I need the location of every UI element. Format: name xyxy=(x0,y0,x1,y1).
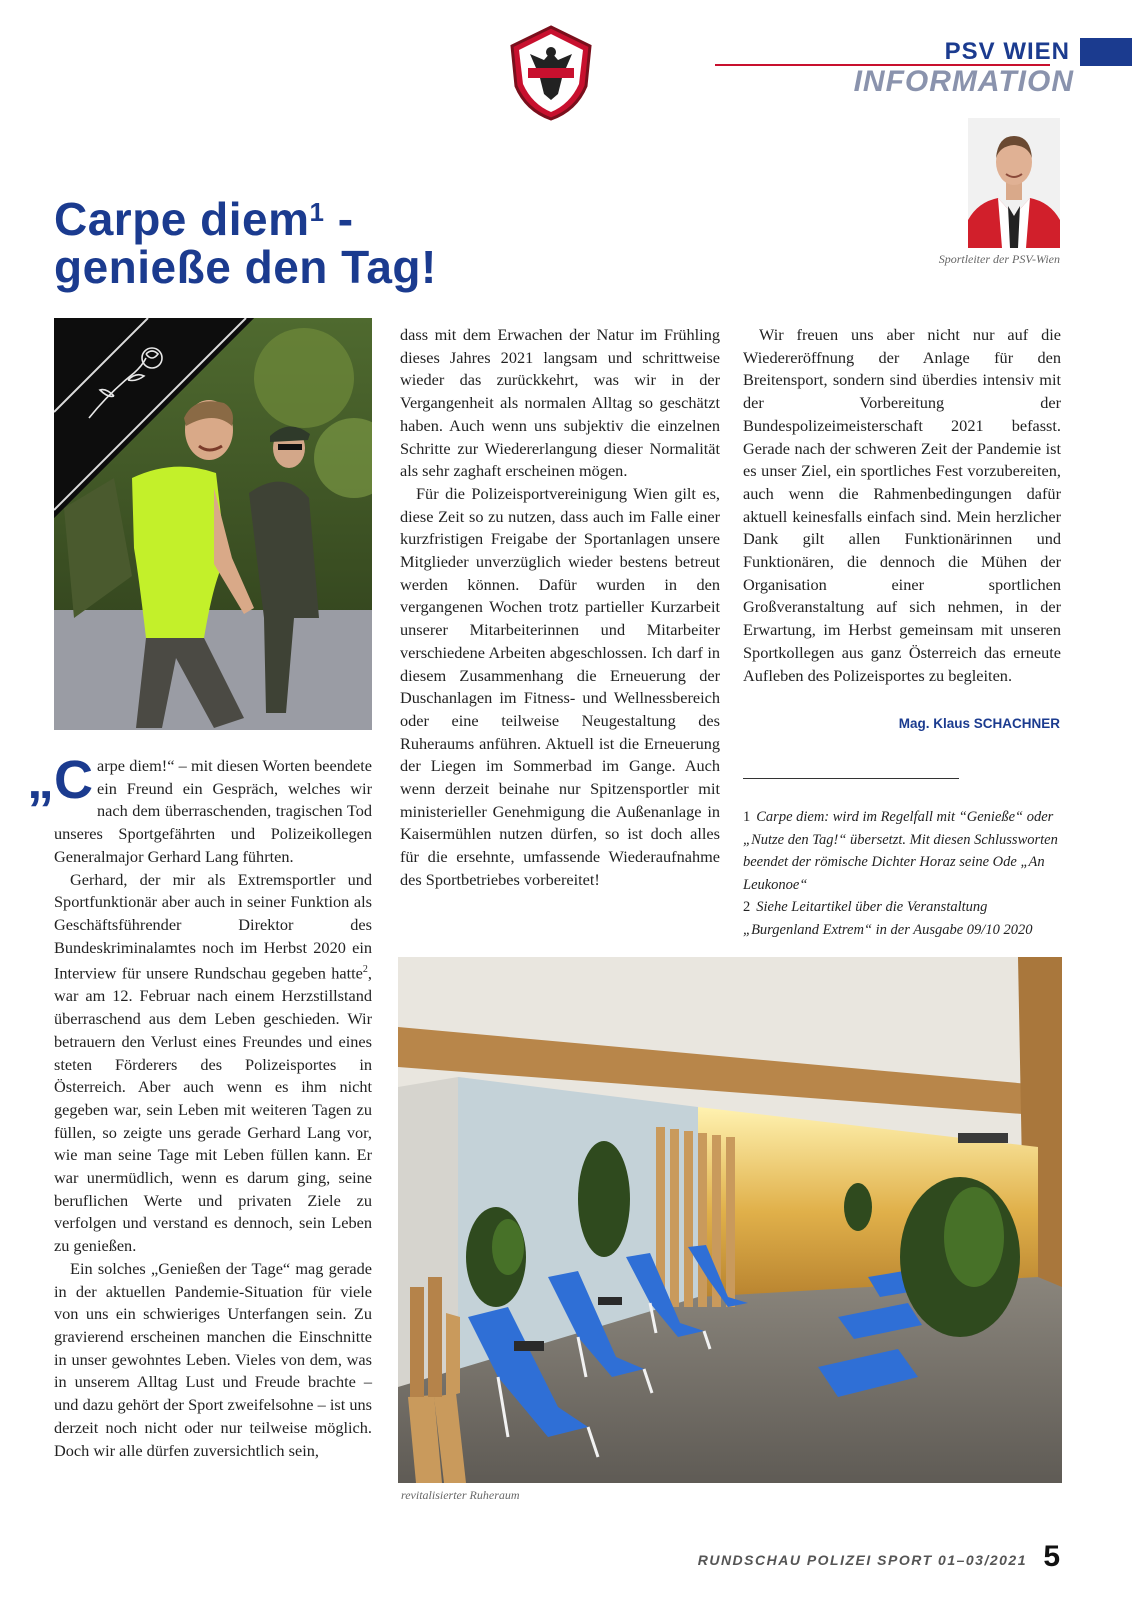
article-paragraph-4: dass mit dem Erwachen der Natur im Frühling dieses Jahres 2021 langsam und schrittweise wieder das zurückkehrt, was wir in der Vergangenheit als normalen Alltag so geschätzt haben. Auch wenn uns subjektiv die einzelnen Schritte zur Wiedererlangung dieser Normalität als sehr zaghaft erscheinen mögen. xyxy=(400,325,720,481)
drop-cap-quote: „ xyxy=(27,750,54,810)
footnote-2-text: Siehe Leitartikel über die Veranstaltung „Burgenland Extrem“ in der Ausgabe 09/10 2020 xyxy=(743,899,1033,938)
article-paragraph-6: Wir freuen uns aber nicht nur auf die Wiedereröffnung der Anlage für den Breitensport, sondern sind überdies intensiv mit der Vorbereitung der Bundespolizeimeisterschaft 2021 befasst. Gerade nach der schweren Zeit der Pandemie ist es unser Ziel, ein sportliches Fest vorzubereiten, auch wenn die Rahmenbedingungen dafür aktuell keinesfalls einfach sind. Mein herzlicher Dank gilt allen Funktionärinnen und Funktionären, die dennoch die Mühen der Organisation einer sportlichen Großveranstaltung auf sich nehmen, in der Erwartung, im Herbst gemeinsam mit unseren Sportkollegen aus ganz Österreich das erneute Aufleben des Polizeisportes zu begleiten. xyxy=(743,325,1061,685)
article-paragraph-3: Ein solches „Genießen der Tage“ mag gerade in der aktuellen Pandemie-Situation für viele von uns ein schwieriges Unterfangen sein. Zu gravierend erscheinen manchen die Einschnitte in unser gewohntes Leben. Vieles von dem, was in unserem Alltag Lust und Freude brachte – und dazu gehört der Sport zweifelsohne – ist uns derzeit noch nicht oder nur teilweise möglich. Doch wir alle dürfen zuversichtlich sein, xyxy=(54,1258,372,1460)
paragraph-1-text: arpe diem!“ – mit diesen Worten beendete ein Freund ein Gespräch, welches wir nach dem überraschenden, tragischen Tod unseres Sportgefährten und Polizeikollegen Generalmajor Gerhard Lang führten. xyxy=(54,756,372,866)
article-column-3 xyxy=(743,324,1061,687)
footnote-ref-2: 2 xyxy=(362,964,368,976)
footer-magazine-title: RUNDSCHAU POLIZEI SPORT 01–03/2021 xyxy=(697,1552,1027,1568)
article-paragraph-1 xyxy=(27,750,372,869)
paragraph-2-text-b: , war am 12. Februar nach einem Herzstillstand überraschend aus dem Leben geschieden. Wir betrauern den Verlust eines Freundes und eines steten Förderers des Polizeisportes in Österreich. Aber auch wenn es ihm nicht gegeben war, sein Leben mit weiteren Tagen zu füllen, so zeigte uns gerade Gerhard Lang vor, wie man seine Tage mit Leben füllen kann. Er war unermüdlich, wenn es darum ging, seine beruflichen Werte und privaten Ziele zu verfolgen und verstand es dennoch, sein Leben zu genießen. xyxy=(54,963,372,1256)
footnote-2-number: 2 xyxy=(743,899,751,915)
article-author: Mag. Klaus SCHACHNER xyxy=(898,716,1060,731)
footnotes xyxy=(743,806,1061,941)
relaxation-room-photo-icon xyxy=(398,957,1062,1483)
footnote-divider xyxy=(743,778,959,779)
footnote-1-number: 1 xyxy=(743,809,751,825)
footnote-2 xyxy=(743,896,1061,941)
police-sportclub-logo-icon xyxy=(506,24,596,122)
article-drop-cap xyxy=(27,750,93,810)
title-footnote-ref: 1 xyxy=(309,197,325,227)
article-paragraph-5: Für die Polizeisportvereinigung Wien gilt es, diese Zeit so zu nutzen, dass auch im Falle einer kurzfristigen Freigabe der Sportanlagen unsere Mitglieder unverzüglich wieder bestens betreut werden können. Dafür wurden in den vergangenen Wochen trotz partieller Kurzarbeit unserer Mitarbeiterinnen und Mitarbeiter verschiedene Arbeiten abgeschlossen. Ich darf in diesem Zusammenhang die Erneuerung der Duschanlagen im Fitness- und Wellnessbereich oder eine teilweise Neugestaltung des Ruheraums anführen. Aktuell ist die Erneuerung der Liegen im Sommerbad im Gange. Auch wenn derzeit beinahe nur Spitzensportler mit ministerieller Genehmigung die Außenanlage in Kaisermühlen nutzen dürfen, so ist doch alles für die ersehnte, umfassende Wiederaufnahme des Sportbetriebes vorbereitet! xyxy=(400,483,720,889)
footnote-1 xyxy=(743,806,1061,896)
title-line-2: genieße den Tag! xyxy=(54,241,437,293)
portrait-caption: Sportleiter der PSV-Wien xyxy=(938,252,1060,266)
hikers-photo-icon xyxy=(54,318,372,730)
drop-cap-letter: C xyxy=(54,750,93,810)
title-line-1: Carpe diem xyxy=(54,193,310,245)
header-section-title: INFORMATION xyxy=(853,65,1074,98)
lounge-photo-caption: revitalisierter Ruheraum xyxy=(401,1488,520,1502)
header-club-name: PSV WIEN xyxy=(944,38,1070,65)
paragraph-2-text-a: Gerhard, der mir als Extremsportler und Sportfunktionär aber auch in seiner Funktion als Geschäftsführender Direktor des Bundeskriminalamtes noch im Herbst 2020 ein Interview für unsere Rundschau gegeben hatte xyxy=(54,869,372,983)
header-blue-tab xyxy=(1080,38,1132,66)
article-column-1 xyxy=(27,750,372,1462)
footnote-1-text: Carpe diem: wird im Regelfall mit “Genieße“ oder „Nutze den Tag!“ übersetzt. Mit diesen Schlussworten beendet der römische Dichter Horaz seine Ode „An Leukonoe“ xyxy=(743,809,1058,893)
portrait-photo-icon xyxy=(968,118,1060,248)
article-column-2 xyxy=(400,324,720,892)
title-dash: - xyxy=(324,193,354,245)
article-paragraph-2 xyxy=(54,869,372,1258)
page-number: 5 xyxy=(1043,1540,1060,1573)
article-title xyxy=(54,188,554,291)
